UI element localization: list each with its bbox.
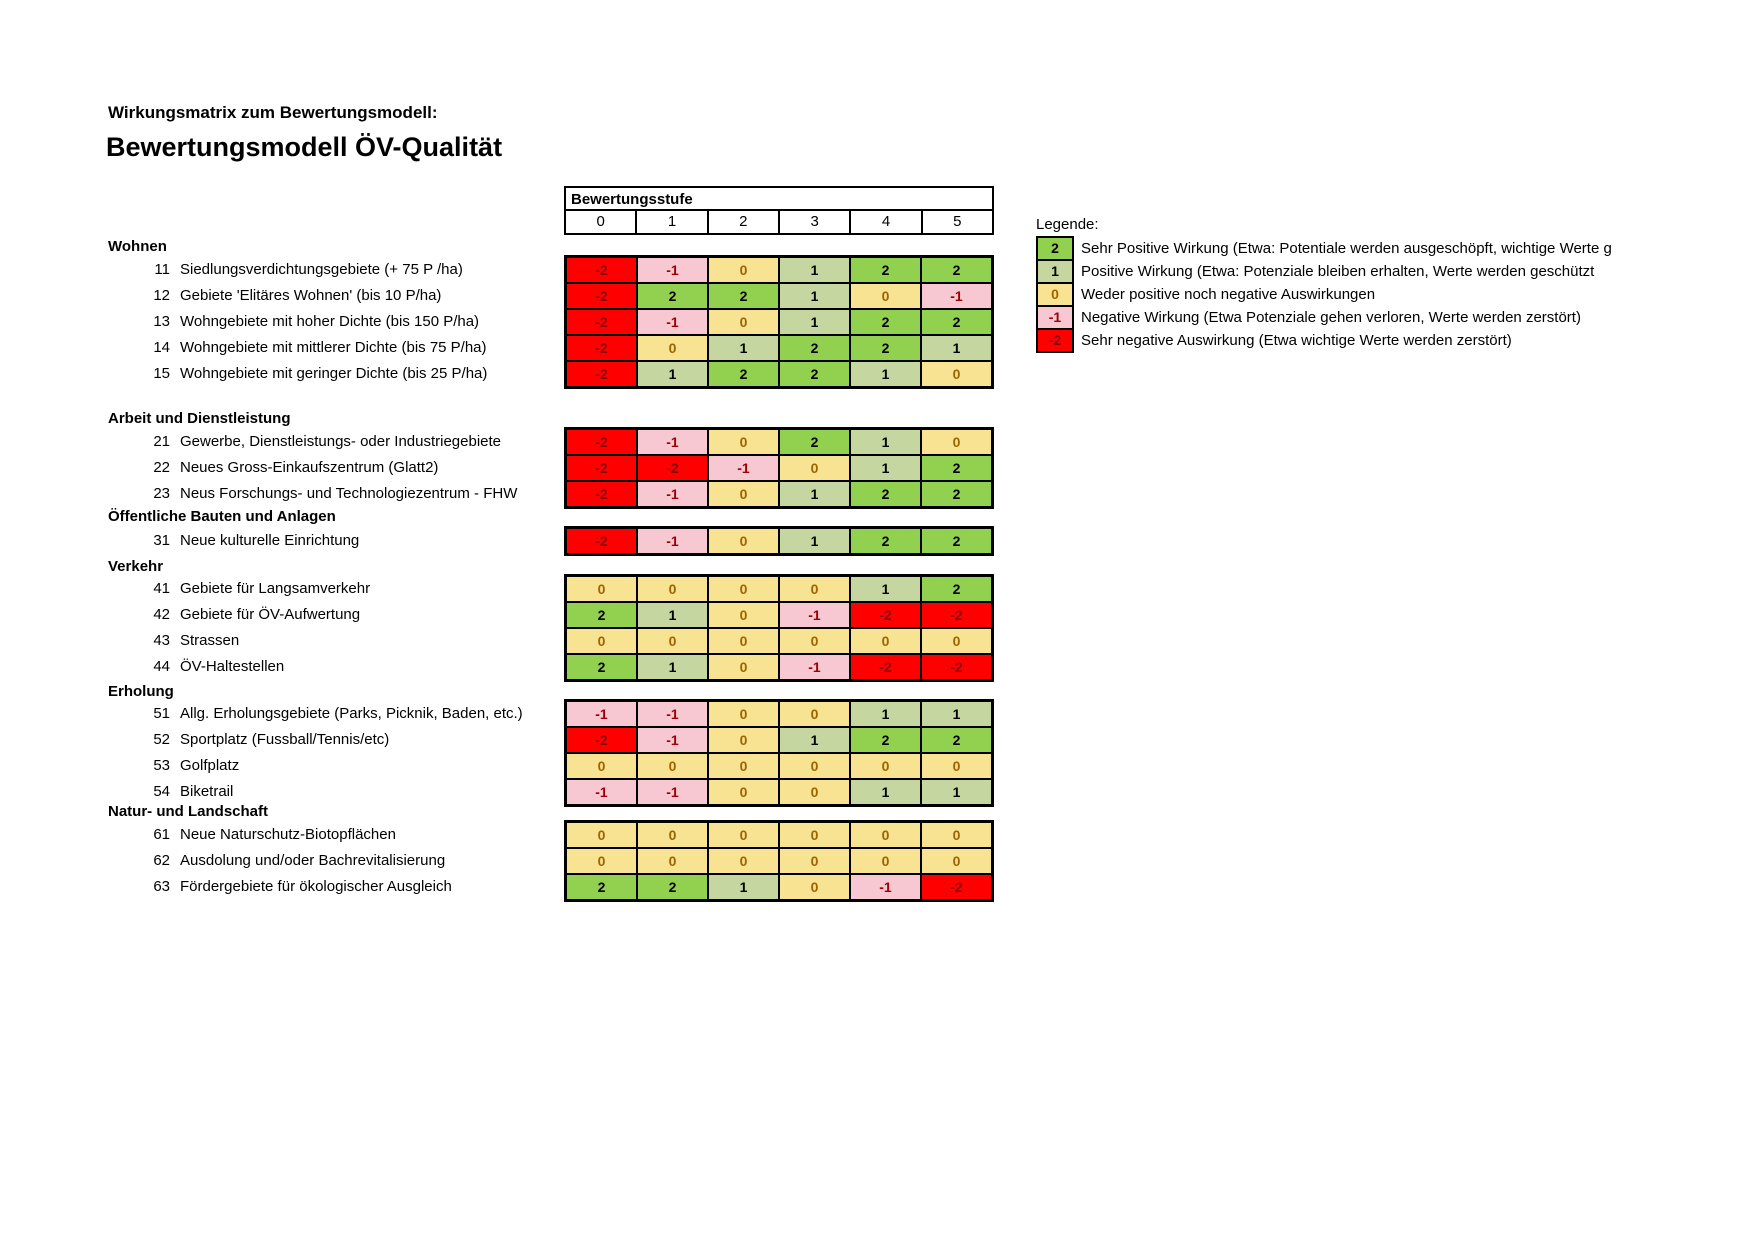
matrix-cell-21-1[interactable]: -1 (638, 430, 707, 454)
matrix-cell-54-3[interactable]: 0 (780, 780, 849, 804)
row-label: Siedlungsverdichtungsgebiete (+ 75 P /ha) (180, 261, 463, 278)
matrix-cell-62-5[interactable]: 0 (922, 849, 991, 873)
matrix-cell-53-0[interactable]: 0 (567, 754, 636, 778)
column-header-4[interactable]: 4 (851, 211, 920, 233)
matrix-cell-14-0[interactable]: -2 (567, 336, 636, 360)
matrix-cell-41-5[interactable]: 2 (922, 577, 991, 601)
matrix-cell-15-4[interactable]: 1 (851, 362, 920, 386)
section-header: Verkehr (108, 558, 164, 575)
column-header-3[interactable]: 3 (780, 211, 849, 233)
matrix-cell-54-2[interactable]: 0 (709, 780, 778, 804)
row-id: 54 (153, 783, 170, 800)
matrix-cell-52-3[interactable]: 1 (780, 728, 849, 752)
row-label: Wohngebiete mit hoher Dichte (bis 150 P/ha) (180, 313, 480, 330)
row-label-cell[interactable] (108, 577, 370, 601)
matrix-cell-31-2[interactable]: 0 (709, 529, 778, 553)
matrix-cell-31-1[interactable]: -1 (638, 529, 707, 553)
matrix-cell-22-4[interactable]: 1 (851, 456, 920, 480)
row-label-cell[interactable] (108, 629, 239, 653)
row-label-cell[interactable] (108, 362, 487, 386)
matrix-cell-23-4[interactable]: 2 (851, 482, 920, 506)
legend-item-text: Sehr Positive Wirkung (Etwa: Potentiale werden ausgeschöpft, wichtige Werte g (1081, 240, 1612, 257)
matrix-cell-22-3[interactable]: 0 (780, 456, 849, 480)
matrix-cell-31-5[interactable]: 2 (922, 529, 991, 553)
matrix-cell-41-1[interactable]: 0 (638, 577, 707, 601)
matrix-cell-31-3[interactable]: 1 (780, 529, 849, 553)
row-label: Biketrail (180, 783, 234, 800)
matrix-cell-61-4[interactable]: 0 (851, 823, 920, 847)
row-id: 63 (153, 878, 170, 895)
legend-item-text: Weder positive noch negative Auswirkungen (1081, 286, 1376, 303)
matrix-cell-43-2[interactable]: 0 (709, 629, 778, 653)
matrix-cell-42-2[interactable]: 0 (709, 603, 778, 627)
row-id: 61 (153, 826, 170, 843)
rating-scale-header-box (564, 186, 994, 235)
rating-scale-title: Bewertungsstufe (566, 188, 992, 211)
matrix-cell-51-4[interactable]: 1 (851, 702, 920, 726)
column-header-1[interactable]: 1 (637, 211, 706, 233)
row-id: 43 (153, 632, 170, 649)
matrix-cell-63-2[interactable]: 1 (709, 875, 778, 899)
section-header: Erholung (108, 683, 174, 700)
matrix-cell-54-4[interactable]: 1 (851, 780, 920, 804)
row-label-cell[interactable] (108, 456, 438, 480)
matrix-block (564, 526, 994, 556)
matrix-cell-13-4[interactable]: 2 (851, 310, 920, 334)
matrix-cell-53-1[interactable]: 0 (638, 754, 707, 778)
matrix-cell-11-1[interactable]: -1 (638, 258, 707, 282)
matrix-cell-12-5[interactable]: -1 (922, 284, 991, 308)
legend-title: Legende: (1036, 216, 1099, 233)
matrix-cell-31-4[interactable]: 2 (851, 529, 920, 553)
row-label: Wohngebiete mit mittlerer Dichte (bis 75 P/ha) (180, 339, 487, 356)
row-id: 42 (153, 606, 170, 623)
matrix-cell-23-0[interactable]: -2 (567, 482, 636, 506)
matrix-cell-61-3[interactable]: 0 (780, 823, 849, 847)
row-label-cell[interactable] (108, 310, 479, 334)
matrix-cell-23-1[interactable]: -1 (638, 482, 707, 506)
matrix-cell-15-0[interactable]: -2 (567, 362, 636, 386)
matrix-cell-21-0[interactable]: -2 (567, 430, 636, 454)
row-label-cell[interactable] (108, 875, 452, 899)
matrix-cell-21-4[interactable]: 1 (851, 430, 920, 454)
row-label: Gebiete für ÖV-Aufwertung (180, 606, 361, 623)
matrix-cell-42-3[interactable]: -1 (780, 603, 849, 627)
matrix-cell-43-1[interactable]: 0 (638, 629, 707, 653)
legend-text-column (1081, 237, 1612, 352)
matrix-cell-43-3[interactable]: 0 (780, 629, 849, 653)
matrix-cell-54-0[interactable]: -1 (567, 780, 636, 804)
matrix-cell-61-2[interactable]: 0 (709, 823, 778, 847)
matrix-cell-63-1[interactable]: 2 (638, 875, 707, 899)
matrix-cell-62-1[interactable]: 0 (638, 849, 707, 873)
matrix-cell-12-4[interactable]: 0 (851, 284, 920, 308)
matrix-cell-44-1[interactable]: 1 (638, 655, 707, 679)
row-label-cell[interactable] (108, 529, 359, 553)
matrix-cell-42-5[interactable]: -2 (922, 603, 991, 627)
row-id: 15 (153, 365, 170, 382)
row-id: 23 (153, 485, 170, 502)
matrix-cell-44-0[interactable]: 2 (567, 655, 636, 679)
matrix-cell-42-4[interactable]: -2 (851, 603, 920, 627)
legend (1036, 236, 1612, 353)
row-id: 31 (153, 532, 170, 549)
matrix-cell-21-2[interactable]: 0 (709, 430, 778, 454)
legend-swatch--2: -2 (1038, 330, 1072, 351)
row-label: Gebiete 'Elitäres Wohnen' (bis 10 P/ha) (180, 287, 442, 304)
row-id: 53 (153, 757, 170, 774)
matrix-cell-42-1[interactable]: 1 (638, 603, 707, 627)
row-id: 12 (153, 287, 170, 304)
row-label-cell[interactable] (108, 284, 441, 308)
matrix-cell-63-0[interactable]: 2 (567, 875, 636, 899)
matrix-cell-62-4[interactable]: 0 (851, 849, 920, 873)
matrix-cell-52-0[interactable]: -2 (567, 728, 636, 752)
matrix-cell-52-4[interactable]: 2 (851, 728, 920, 752)
column-header-2[interactable]: 2 (709, 211, 778, 233)
matrix-cell-21-3[interactable]: 2 (780, 430, 849, 454)
matrix-block (564, 255, 994, 389)
matrix-cell-51-2[interactable]: 0 (709, 702, 778, 726)
row-label: Strassen (180, 632, 240, 649)
matrix-cell-13-1[interactable]: -1 (638, 310, 707, 334)
row-id: 11 (154, 261, 170, 278)
row-label: Allg. Erholungsgebiete (Parks, Picknik, Baden, etc.) (180, 705, 523, 722)
page-title: Bewertungsmodell ÖV-Qualität (106, 132, 503, 162)
row-id: 22 (153, 459, 170, 476)
row-label: Ausdolung und/oder Bachrevitalisierung (180, 852, 446, 869)
matrix-cell-14-4[interactable]: 2 (851, 336, 920, 360)
matrix-cell-23-5[interactable]: 2 (922, 482, 991, 506)
matrix-cell-22-5[interactable]: 2 (922, 456, 991, 480)
column-header-5[interactable]: 5 (923, 211, 992, 233)
row-label-cell[interactable] (108, 823, 396, 847)
matrix-cell-61-5[interactable]: 0 (922, 823, 991, 847)
matrix-cell-13-2[interactable]: 0 (709, 310, 778, 334)
matrix-cell-14-2[interactable]: 1 (709, 336, 778, 360)
row-label: Fördergebiete für ökologischer Ausgleich (180, 878, 452, 895)
legend-swatch--1: -1 (1038, 307, 1072, 328)
matrix-cell-11-3[interactable]: 1 (780, 258, 849, 282)
column-header-0[interactable]: 0 (566, 211, 635, 233)
row-label-cell[interactable] (108, 603, 360, 627)
matrix-cell-44-2[interactable]: 0 (709, 655, 778, 679)
matrix-cell-41-3[interactable]: 0 (780, 577, 849, 601)
matrix-cell-23-3[interactable]: 1 (780, 482, 849, 506)
legend-swatch-2: 2 (1038, 238, 1072, 259)
matrix-cell-62-3[interactable]: 0 (780, 849, 849, 873)
matrix-cell-54-5[interactable]: 1 (922, 780, 991, 804)
matrix-cell-51-3[interactable]: 0 (780, 702, 849, 726)
legend-item-text: Positive Wirkung (Etwa: Potenziale bleiben erhalten, Werte werden geschützt (1081, 263, 1595, 280)
matrix-cell-14-5[interactable]: 1 (922, 336, 991, 360)
matrix-cell-53-2[interactable]: 0 (709, 754, 778, 778)
matrix-cell-31-0[interactable]: -2 (567, 529, 636, 553)
legend-item-text: Sehr negative Auswirkung (Etwa wichtige Werte werden zerstört) (1081, 332, 1512, 349)
row-label: Neus Forschungs- und Technologiezentrum - FHW (180, 485, 518, 502)
legend-swatch-column (1036, 236, 1074, 353)
section-header: Wohnen (108, 238, 167, 255)
row-label: Neue kulturelle Einrichtung (180, 532, 360, 549)
matrix-cell-13-5[interactable]: 2 (922, 310, 991, 334)
row-id: 62 (153, 852, 170, 869)
matrix-cell-13-0[interactable]: -2 (567, 310, 636, 334)
matrix-cell-11-4[interactable]: 2 (851, 258, 920, 282)
row-label: Golfplatz (180, 757, 240, 774)
matrix-cell-11-2[interactable]: 0 (709, 258, 778, 282)
row-label: Neues Gross-Einkaufszentrum (Glatt2) (180, 459, 439, 476)
row-label-cell[interactable] (108, 430, 501, 454)
row-label-cell[interactable] (108, 702, 523, 726)
matrix-block (564, 574, 994, 682)
row-id: 52 (153, 731, 170, 748)
row-label: Wohngebiete mit geringer Dichte (bis 25 P/ha) (180, 365, 488, 382)
matrix-cell-15-3[interactable]: 2 (780, 362, 849, 386)
row-label: ÖV-Haltestellen (180, 658, 285, 675)
row-label: Gewerbe, Dienstleistungs- oder Industriegebiete (180, 433, 502, 450)
matrix-cell-51-5[interactable]: 1 (922, 702, 991, 726)
legend-item-text: Negative Wirkung (Etwa Potenziale gehen verloren, Werte werden zerstört) (1081, 309, 1581, 326)
row-id: 21 (153, 433, 170, 450)
matrix-block (564, 699, 994, 807)
matrix-cell-63-5[interactable]: -2 (922, 875, 991, 899)
row-label-cell[interactable] (108, 728, 389, 752)
matrix-cell-15-5[interactable]: 0 (922, 362, 991, 386)
matrix-cell-63-4[interactable]: -1 (851, 875, 920, 899)
row-label: Neue Naturschutz-Biotopflächen (180, 826, 396, 843)
matrix-cell-12-2[interactable]: 2 (709, 284, 778, 308)
matrix-cell-62-2[interactable]: 0 (709, 849, 778, 873)
matrix-cell-14-1[interactable]: 0 (638, 336, 707, 360)
row-label-cell[interactable] (108, 482, 517, 506)
matrix-cell-41-4[interactable]: 1 (851, 577, 920, 601)
row-label-cell[interactable] (108, 655, 284, 679)
rating-scale-columns (566, 211, 992, 233)
matrix-cell-61-1[interactable]: 0 (638, 823, 707, 847)
matrix-cell-11-0[interactable]: -2 (567, 258, 636, 282)
row-label-cell[interactable] (108, 258, 463, 282)
row-label-cell[interactable] (108, 754, 239, 778)
matrix-cell-41-2[interactable]: 0 (709, 577, 778, 601)
matrix-cell-52-1[interactable]: -1 (638, 728, 707, 752)
matrix-cell-22-1[interactable]: -2 (638, 456, 707, 480)
matrix-cell-11-5[interactable]: 2 (922, 258, 991, 282)
row-label-cell[interactable] (108, 849, 445, 873)
matrix-cell-13-3[interactable]: 1 (780, 310, 849, 334)
row-id: 41 (153, 580, 170, 597)
legend-swatch-1: 1 (1038, 261, 1072, 282)
matrix-cell-15-2[interactable]: 2 (709, 362, 778, 386)
row-id: 44 (153, 658, 170, 675)
matrix-cell-44-4[interactable]: -2 (851, 655, 920, 679)
matrix-cell-43-4[interactable]: 0 (851, 629, 920, 653)
matrix-cell-44-3[interactable]: -1 (780, 655, 849, 679)
matrix-cell-12-1[interactable]: 2 (638, 284, 707, 308)
matrix-cell-52-2[interactable]: 0 (709, 728, 778, 752)
row-id: 51 (153, 705, 170, 722)
matrix-cell-43-0[interactable]: 0 (567, 629, 636, 653)
matrix-cell-22-0[interactable]: -2 (567, 456, 636, 480)
matrix-cell-41-0[interactable]: 0 (567, 577, 636, 601)
matrix-cell-52-5[interactable]: 2 (922, 728, 991, 752)
matrix-cell-51-1[interactable]: -1 (638, 702, 707, 726)
matrix-cell-42-0[interactable]: 2 (567, 603, 636, 627)
matrix-cell-21-5[interactable]: 0 (922, 430, 991, 454)
row-id: 14 (153, 339, 170, 356)
matrix-block (564, 427, 994, 509)
section-header: Natur- und Landschaft (108, 803, 268, 820)
row-label-cell[interactable] (108, 336, 487, 360)
matrix-cell-14-3[interactable]: 2 (780, 336, 849, 360)
row-label: Sportplatz (Fussball/Tennis/etc) (180, 731, 390, 748)
matrix-cell-53-4[interactable]: 0 (851, 754, 920, 778)
matrix-cell-12-0[interactable]: -2 (567, 284, 636, 308)
matrix-cell-22-2[interactable]: -1 (709, 456, 778, 480)
legend-swatch-0: 0 (1038, 284, 1072, 305)
section-header: Öffentliche Bauten und Anlagen (108, 508, 336, 525)
matrix-cell-44-5[interactable]: -2 (922, 655, 991, 679)
matrix-cell-54-1[interactable]: -1 (638, 780, 707, 804)
matrix-cell-12-3[interactable]: 1 (780, 284, 849, 308)
section-header: Arbeit und Dienstleistung (108, 410, 291, 427)
matrix-cell-62-0[interactable]: 0 (567, 849, 636, 873)
matrix-cell-61-0[interactable]: 0 (567, 823, 636, 847)
matrix-cell-23-2[interactable]: 0 (709, 482, 778, 506)
matrix-cell-53-5[interactable]: 0 (922, 754, 991, 778)
matrix-cell-43-5[interactable]: 0 (922, 629, 991, 653)
subtitle: Wirkungsmatrix zum Bewertungsmodell: (108, 103, 438, 122)
matrix-block (564, 820, 994, 902)
matrix-cell-53-3[interactable]: 0 (780, 754, 849, 778)
row-label: Gebiete für Langsamverkehr (180, 580, 371, 597)
row-id: 13 (153, 313, 170, 330)
matrix-cell-63-3[interactable]: 0 (780, 875, 849, 899)
matrix-cell-15-1[interactable]: 1 (638, 362, 707, 386)
matrix-cell-51-0[interactable]: -1 (567, 702, 636, 726)
